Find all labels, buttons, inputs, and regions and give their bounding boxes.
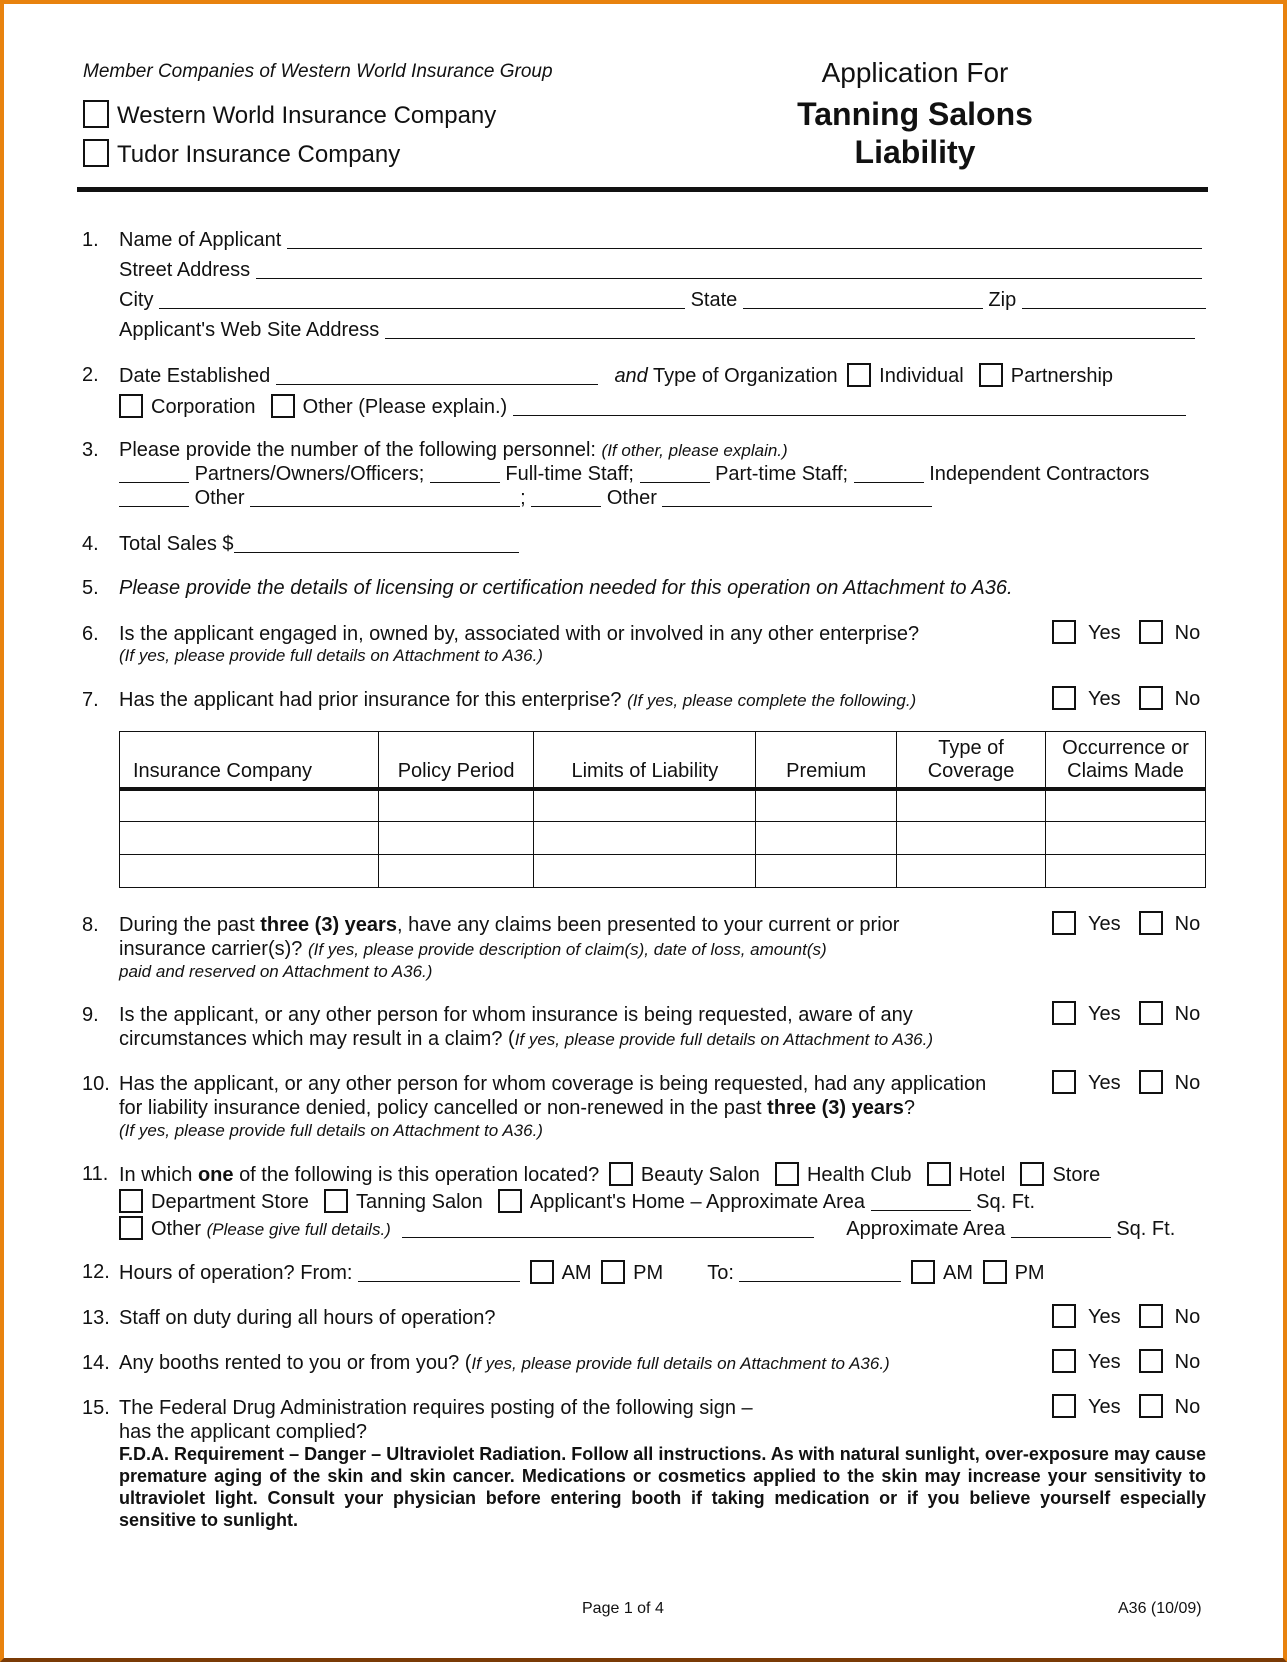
parttime-count[interactable] — [640, 465, 710, 483]
label: Zip — [988, 289, 1017, 311]
label: ? — [903, 1097, 916, 1119]
form-code: A36 (10/09) — [1118, 1600, 1202, 1617]
label: of the following is this operation located? — [239, 1164, 600, 1186]
from-am-checkbox[interactable] — [530, 1260, 554, 1284]
q14-number: 14. — [82, 1352, 110, 1374]
q2-row1 — [119, 363, 1113, 388]
label: Other — [151, 1218, 202, 1240]
corporation-checkbox[interactable] — [119, 394, 143, 418]
label: Any booths rented to you or from you? ( — [119, 1352, 472, 1374]
label: Yes — [1088, 913, 1121, 935]
q8-number: 8. — [82, 914, 99, 936]
q8-line2 — [119, 937, 827, 961]
q14-text — [119, 1351, 890, 1375]
other-location-checkbox[interactable] — [119, 1216, 143, 1240]
col-policy-period: Policy Period — [378, 732, 534, 789]
label: No — [1174, 913, 1201, 935]
q1-number: 1. — [82, 229, 99, 251]
q15-yes-no — [1052, 1394, 1200, 1419]
label: Sq. Ft. — [1116, 1218, 1176, 1240]
yes-checkbox[interactable] — [1052, 1394, 1076, 1418]
yes-checkbox[interactable] — [1052, 1070, 1076, 1094]
hotel-checkbox[interactable] — [927, 1162, 951, 1186]
other-org-field[interactable] — [513, 398, 1186, 416]
q9-line1: Is the applicant, or any other person for whom insurance is being requested, aware of any — [119, 1004, 913, 1026]
checkbox[interactable] — [83, 100, 109, 128]
no-checkbox[interactable] — [1139, 1304, 1163, 1328]
q15-line2: has the applicant complied? — [119, 1421, 367, 1443]
cell[interactable] — [534, 789, 756, 822]
label: ; — [520, 487, 526, 509]
fda-requirement-text: F.D.A. Requirement – Danger – Ultraviolet Radiation. Follow all instructions. As with natural sunlight, over-exposure may cause premature aging of the skin and skin cancer. Medications or cosmetics applied to the skin may increase your sensitivity to ultraviolet light. Consult your physician before entering booth if taking medication or if you believe yourself especially sensitive to sunlight. — [119, 1444, 1206, 1530]
label: Date Established — [119, 365, 271, 387]
label: Yes — [1088, 1351, 1121, 1373]
state-field[interactable] — [743, 291, 983, 309]
q10-yes-no — [1052, 1070, 1200, 1095]
company-option-tudor[interactable] — [83, 139, 400, 169]
label: Name of Applicant — [119, 229, 282, 251]
city-field[interactable] — [159, 291, 685, 309]
checkbox[interactable] — [83, 139, 109, 167]
label: AM — [561, 1262, 592, 1284]
q7-number: 7. — [82, 689, 99, 711]
yes-checkbox[interactable] — [1052, 620, 1076, 644]
hours-from-field[interactable] — [358, 1264, 520, 1282]
q10-line2 — [119, 1096, 915, 1120]
label: AM — [943, 1262, 974, 1284]
form-title-line1: Tanning Salons — [797, 96, 1033, 132]
tanning-salon-checkbox[interactable] — [324, 1189, 348, 1213]
label: Type of Organization — [653, 365, 838, 387]
label: Hours of operation? From: — [119, 1262, 353, 1284]
note: If yes, please provide full details on Attachment to A36.) — [514, 1030, 933, 1049]
table-row — [120, 789, 1206, 822]
label: , have any claims been presented to your current or prior — [396, 914, 900, 936]
q1-street-row — [119, 258, 1202, 282]
q15-number: 15. — [82, 1397, 110, 1419]
label: Health Club — [806, 1164, 912, 1186]
q12-number: 12. — [82, 1261, 110, 1283]
street-address-field[interactable] — [256, 261, 1202, 279]
label: insurance carrier(s)? — [119, 938, 303, 960]
label: Partners/Owners/Officers; — [194, 463, 425, 485]
partners-count[interactable] — [119, 465, 189, 483]
label: Yes — [1088, 622, 1121, 644]
department-store-checkbox[interactable] — [119, 1189, 143, 1213]
home-area-field[interactable] — [871, 1193, 971, 1211]
cell[interactable] — [378, 822, 534, 855]
label: Independent Contractors — [929, 463, 1150, 485]
label: Other — [606, 487, 657, 509]
form-title-line2: Liability — [854, 134, 976, 170]
q3-row3 — [119, 486, 932, 510]
member-companies: Member Companies of Western World Insurance Group — [83, 61, 553, 82]
cell[interactable] — [534, 822, 756, 855]
other1-count[interactable] — [119, 489, 189, 507]
col-limits: Limits of Liability — [534, 732, 756, 789]
other1-explain[interactable] — [250, 489, 520, 507]
q3-number: 3. — [82, 439, 99, 461]
cell[interactable] — [378, 789, 534, 822]
yes-checkbox[interactable] — [1052, 1304, 1076, 1328]
label: No — [1174, 1306, 1201, 1328]
cell[interactable] — [756, 789, 897, 822]
label: Full-time Staff; — [505, 463, 634, 485]
no-checkbox[interactable] — [1139, 1394, 1163, 1418]
applicants-home-checkbox[interactable] — [498, 1189, 522, 1213]
label: Individual — [879, 365, 964, 387]
website-field[interactable] — [385, 321, 1195, 339]
q13-yes-no — [1052, 1304, 1200, 1329]
cell[interactable] — [1046, 822, 1206, 855]
label: City — [119, 289, 154, 311]
q6-number: 6. — [82, 623, 99, 645]
q13-number: 13. — [82, 1307, 110, 1329]
cell[interactable] — [756, 855, 897, 888]
q8-yes-no — [1052, 911, 1200, 936]
label: for liability insurance denied, policy cancelled or non-renewed in the past — [119, 1097, 762, 1119]
applicant-name-field[interactable] — [287, 231, 1202, 249]
cell[interactable] — [756, 822, 897, 855]
q10-line1: Has the applicant, or any other person for whom coverage is being requested, had any application — [119, 1073, 987, 1095]
other2-count[interactable] — [531, 489, 601, 507]
q1-web-row — [119, 318, 1195, 342]
cell[interactable] — [120, 855, 379, 888]
table-row — [120, 855, 1206, 888]
q14-yes-no — [1052, 1349, 1200, 1374]
label: Please provide the number of the following personnel: — [119, 439, 596, 461]
label: Applicant's Web Site Address — [119, 319, 380, 341]
yes-checkbox[interactable] — [1052, 911, 1076, 935]
q5-number: 5. — [82, 577, 99, 599]
q8-note2: paid and reserved on Attachment to A36.) — [119, 962, 433, 981]
label: three (3) years — [260, 914, 397, 936]
company-label: Western World Insurance Company — [117, 102, 497, 129]
q9-line2 — [119, 1027, 933, 1051]
q7-yes-no — [1052, 686, 1200, 711]
label: Applicant's Home – Approximate Area — [529, 1191, 865, 1213]
col-premium: Premium — [756, 732, 897, 789]
label: Sq. Ft. — [976, 1191, 1036, 1213]
q2-number: 2. — [82, 364, 99, 386]
cell[interactable] — [120, 822, 379, 855]
cell[interactable] — [378, 855, 534, 888]
company-option-western-world[interactable] — [83, 100, 496, 130]
q10-number: 10. — [82, 1073, 110, 1095]
page-number: Page 1 of 4 — [582, 1600, 664, 1617]
q11-line3 — [115, 1216, 1175, 1241]
other-org-checkbox[interactable] — [271, 394, 295, 418]
no-checkbox[interactable] — [1139, 1001, 1163, 1025]
label: During the past — [119, 914, 255, 936]
label: Yes — [1088, 1396, 1121, 1418]
label: circumstances which may result in a claim? ( — [119, 1028, 515, 1050]
label: Yes — [1088, 1003, 1121, 1025]
no-checkbox[interactable] — [1139, 686, 1163, 710]
q6-note: (If yes, please provide full details on Attachment to A36.) — [119, 646, 543, 665]
note: (If yes, please complete the following.) — [627, 691, 917, 710]
company-label: Tudor Insurance Company — [117, 141, 401, 168]
q11-line2 — [115, 1189, 1035, 1214]
cell[interactable] — [1046, 855, 1206, 888]
label: PM — [1014, 1262, 1045, 1284]
label: PM — [633, 1262, 664, 1284]
label: No — [1174, 1003, 1201, 1025]
date-established-field[interactable] — [276, 367, 598, 385]
label: In which — [119, 1164, 193, 1186]
cell[interactable] — [120, 789, 379, 822]
health-club-checkbox[interactable] — [775, 1162, 799, 1186]
label: three (3) years — [767, 1097, 904, 1119]
total-sales-field[interactable] — [234, 535, 519, 553]
q5-text: Please provide the details of licensing or certification needed for this operation on Attachment to A36. — [119, 577, 1013, 599]
label: and — [614, 365, 648, 387]
other2-explain[interactable] — [662, 489, 932, 507]
q4-number: 4. — [82, 533, 99, 555]
prior-insurance-table — [119, 731, 1206, 888]
beauty-salon-checkbox[interactable] — [609, 1162, 633, 1186]
label: Part-time Staff; — [715, 463, 849, 485]
q11-number: 11. — [82, 1163, 109, 1185]
q12-row — [119, 1260, 1045, 1285]
col-occurrence: Occurrence or Claims Made — [1046, 732, 1206, 789]
no-checkbox[interactable] — [1139, 1349, 1163, 1373]
yes-checkbox[interactable] — [1052, 686, 1076, 710]
q4-row — [119, 532, 519, 556]
table-row — [120, 822, 1206, 855]
label: Partnership — [1010, 365, 1114, 387]
q6-yes-no — [1052, 620, 1200, 645]
fulltime-count[interactable] — [430, 465, 500, 483]
no-checkbox[interactable] — [1139, 911, 1163, 935]
q8-line1 — [119, 913, 899, 937]
label: Beauty Salon — [640, 1164, 760, 1186]
label: No — [1174, 688, 1201, 710]
q1-name-row — [119, 228, 1202, 252]
label: No — [1174, 1351, 1201, 1373]
label: Other (Please explain.) — [302, 396, 508, 418]
yes-checkbox[interactable] — [1052, 1001, 1076, 1025]
label: one — [197, 1164, 234, 1186]
label: Yes — [1088, 1072, 1121, 1094]
label: Has the applicant had prior insurance for this enterprise? — [119, 689, 622, 711]
q15-line1: The Federal Drug Administration requires posting of the following sign – — [119, 1397, 753, 1419]
label: State — [690, 289, 738, 311]
partnership-checkbox[interactable] — [979, 363, 1003, 387]
store-checkbox[interactable] — [1020, 1162, 1044, 1186]
to-pm-checkbox[interactable] — [983, 1260, 1007, 1284]
cell[interactable] — [1046, 789, 1206, 822]
cell[interactable] — [897, 822, 1046, 855]
q3-text — [119, 438, 788, 462]
to-am-checkbox[interactable] — [911, 1260, 935, 1284]
label: Total Sales $ — [119, 533, 234, 555]
label: Hotel — [958, 1164, 1006, 1186]
other-location-field[interactable] — [402, 1220, 814, 1238]
header-rule — [77, 187, 1208, 192]
label: Street Address — [119, 259, 251, 281]
q6-text: Is the applicant engaged in, owned by, associated with or involved in any other enterprise? — [119, 623, 920, 645]
application-for: Application For — [821, 57, 1009, 88]
label: No — [1174, 622, 1201, 644]
q2-row2 — [115, 394, 1186, 419]
q1-city-row — [119, 288, 1206, 312]
label: To: — [707, 1262, 734, 1284]
label: Department Store — [151, 1191, 309, 1213]
label: Tanning Salon — [355, 1191, 483, 1213]
q10-note: (If yes, please provide full details on Attachment to A36.) — [119, 1121, 543, 1140]
label: No — [1174, 1072, 1201, 1094]
other-area-field[interactable] — [1011, 1220, 1111, 1238]
label: No — [1174, 1396, 1201, 1418]
no-checkbox[interactable] — [1139, 620, 1163, 644]
q11-line1 — [119, 1162, 1100, 1187]
cell[interactable] — [897, 855, 1046, 888]
individual-checkbox[interactable] — [847, 363, 871, 387]
q7-text — [119, 688, 916, 712]
label: Approximate Area — [846, 1218, 1006, 1240]
yes-checkbox[interactable] — [1052, 1349, 1076, 1373]
col-insurance-company: Insurance Company — [120, 732, 379, 789]
q3-row2 — [119, 462, 1149, 486]
label: Yes — [1088, 1306, 1121, 1328]
hours-to-field[interactable] — [739, 1264, 901, 1282]
note: If yes, please provide full details on Attachment to A36.) — [471, 1354, 890, 1373]
from-pm-checkbox[interactable] — [601, 1260, 625, 1284]
label: Yes — [1088, 688, 1121, 710]
q13-text: Staff on duty during all hours of operation? — [119, 1307, 496, 1329]
label: Store — [1052, 1164, 1101, 1186]
cell[interactable] — [534, 855, 756, 888]
col-type-coverage: Type of Coverage — [897, 732, 1046, 789]
q9-yes-no — [1052, 1001, 1200, 1026]
note: (If other, please explain.) — [601, 441, 788, 460]
q9-number: 9. — [82, 1004, 99, 1026]
note: (If yes, please provide description of claim(s), date of loss, amount(s) — [307, 940, 827, 959]
no-checkbox[interactable] — [1139, 1070, 1163, 1094]
label: Other — [194, 487, 245, 509]
label: Corporation — [151, 396, 256, 418]
cell[interactable] — [897, 789, 1046, 822]
contractors-count[interactable] — [854, 465, 924, 483]
note: (Please give full details.) — [206, 1220, 391, 1239]
zip-field[interactable] — [1022, 291, 1206, 309]
